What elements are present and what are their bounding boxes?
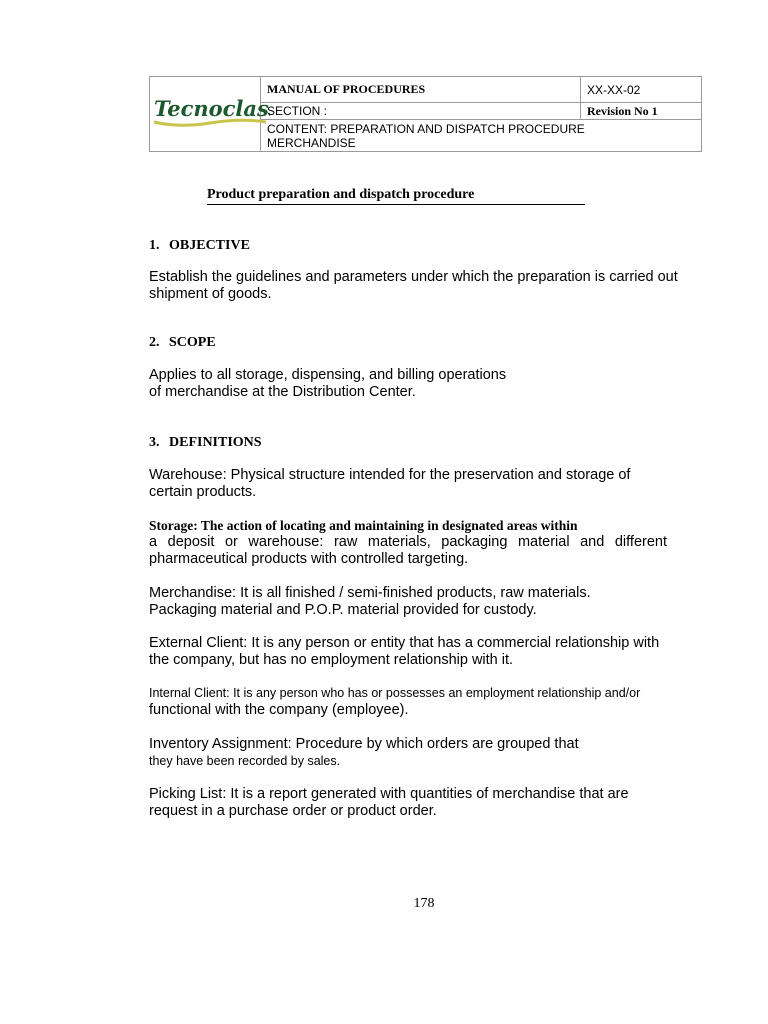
text-line: request in a purchase order or product order. bbox=[149, 803, 437, 819]
logo-cell bbox=[150, 77, 270, 152]
content-line: MERCHANDISE bbox=[267, 135, 356, 150]
section-heading-definitions bbox=[149, 434, 262, 451]
content-description bbox=[261, 120, 702, 152]
text-line: Applies to all storage, dispensing, and billing operations bbox=[149, 367, 507, 383]
definition-inventory-assignment bbox=[149, 736, 667, 770]
section-title: SCOPE bbox=[169, 335, 216, 350]
definition-storage bbox=[149, 517, 667, 568]
definition-external-client bbox=[149, 635, 667, 669]
text-line: Packaging material and P.O.P. material provided for custody. bbox=[149, 602, 537, 618]
text-line: Inventory Assignment: Procedure by which orders are grouped that bbox=[149, 736, 579, 752]
section-number: 3. bbox=[149, 435, 160, 450]
text-line: pharmaceutical products with controlled targeting. bbox=[149, 551, 469, 567]
text-line: a deposit or warehouse: raw materials, packaging material and different bbox=[149, 534, 667, 550]
text-line: Merchandise: It is all finished / semi-finished products, raw materials. bbox=[149, 585, 591, 601]
document-code: XX-XX-02 bbox=[581, 77, 702, 103]
content-line: CONTENT: PREPARATION AND DISPATCH PROCEDURE bbox=[267, 121, 585, 136]
text-line: Internal Client: It is any person who has or possesses an employment relationship and/or bbox=[149, 686, 641, 700]
definition-picking-list bbox=[149, 786, 667, 820]
scope-paragraph bbox=[149, 367, 667, 401]
definition-warehouse bbox=[149, 467, 667, 501]
document-title: Product preparation and dispatch procedure bbox=[207, 186, 585, 205]
revision-number: Revision No 1 bbox=[581, 103, 702, 120]
text-line: functional with the company (employee). bbox=[149, 702, 409, 718]
definition-merchandise bbox=[149, 585, 667, 619]
text-line: Storage: The action of locating and maintaining in designated areas within bbox=[149, 518, 578, 533]
manual-title: MANUAL OF PROCEDURES bbox=[261, 77, 581, 103]
section-heading-objective bbox=[149, 237, 250, 254]
text-line: they have been recorded by sales. bbox=[149, 754, 341, 768]
tecnoclass-logo bbox=[150, 92, 270, 132]
text-line: shipment of goods. bbox=[149, 286, 272, 302]
definition-internal-client bbox=[149, 685, 667, 719]
section-heading-scope bbox=[149, 334, 216, 351]
objective-paragraph bbox=[149, 269, 678, 303]
text-line: External Client: It is any person or entity that has a commercial relationship with bbox=[149, 635, 660, 651]
section-title: OBJECTIVE bbox=[169, 238, 250, 253]
text-line: Establish the guidelines and parameters under which the preparation is carried out bbox=[149, 269, 678, 285]
text-line: Warehouse: Physical structure intended for the preservation and storage of bbox=[149, 467, 631, 483]
text-line: the company, but has no employment relationship with it. bbox=[149, 652, 514, 668]
text-line: Picking List: It is a report generated with quantities of merchandise that are bbox=[149, 786, 629, 802]
section-title: DEFINITIONS bbox=[169, 435, 262, 450]
text-line: certain products. bbox=[149, 484, 257, 500]
section-number: 1. bbox=[149, 238, 160, 253]
section-label: SECTION : bbox=[261, 103, 581, 120]
document-header-table bbox=[149, 76, 702, 152]
text-line: of merchandise at the Distribution Center. bbox=[149, 384, 416, 400]
section-number: 2. bbox=[149, 335, 160, 350]
page-number: 178 bbox=[413, 896, 435, 911]
logo-text: Tecnoclass bbox=[154, 95, 270, 121]
